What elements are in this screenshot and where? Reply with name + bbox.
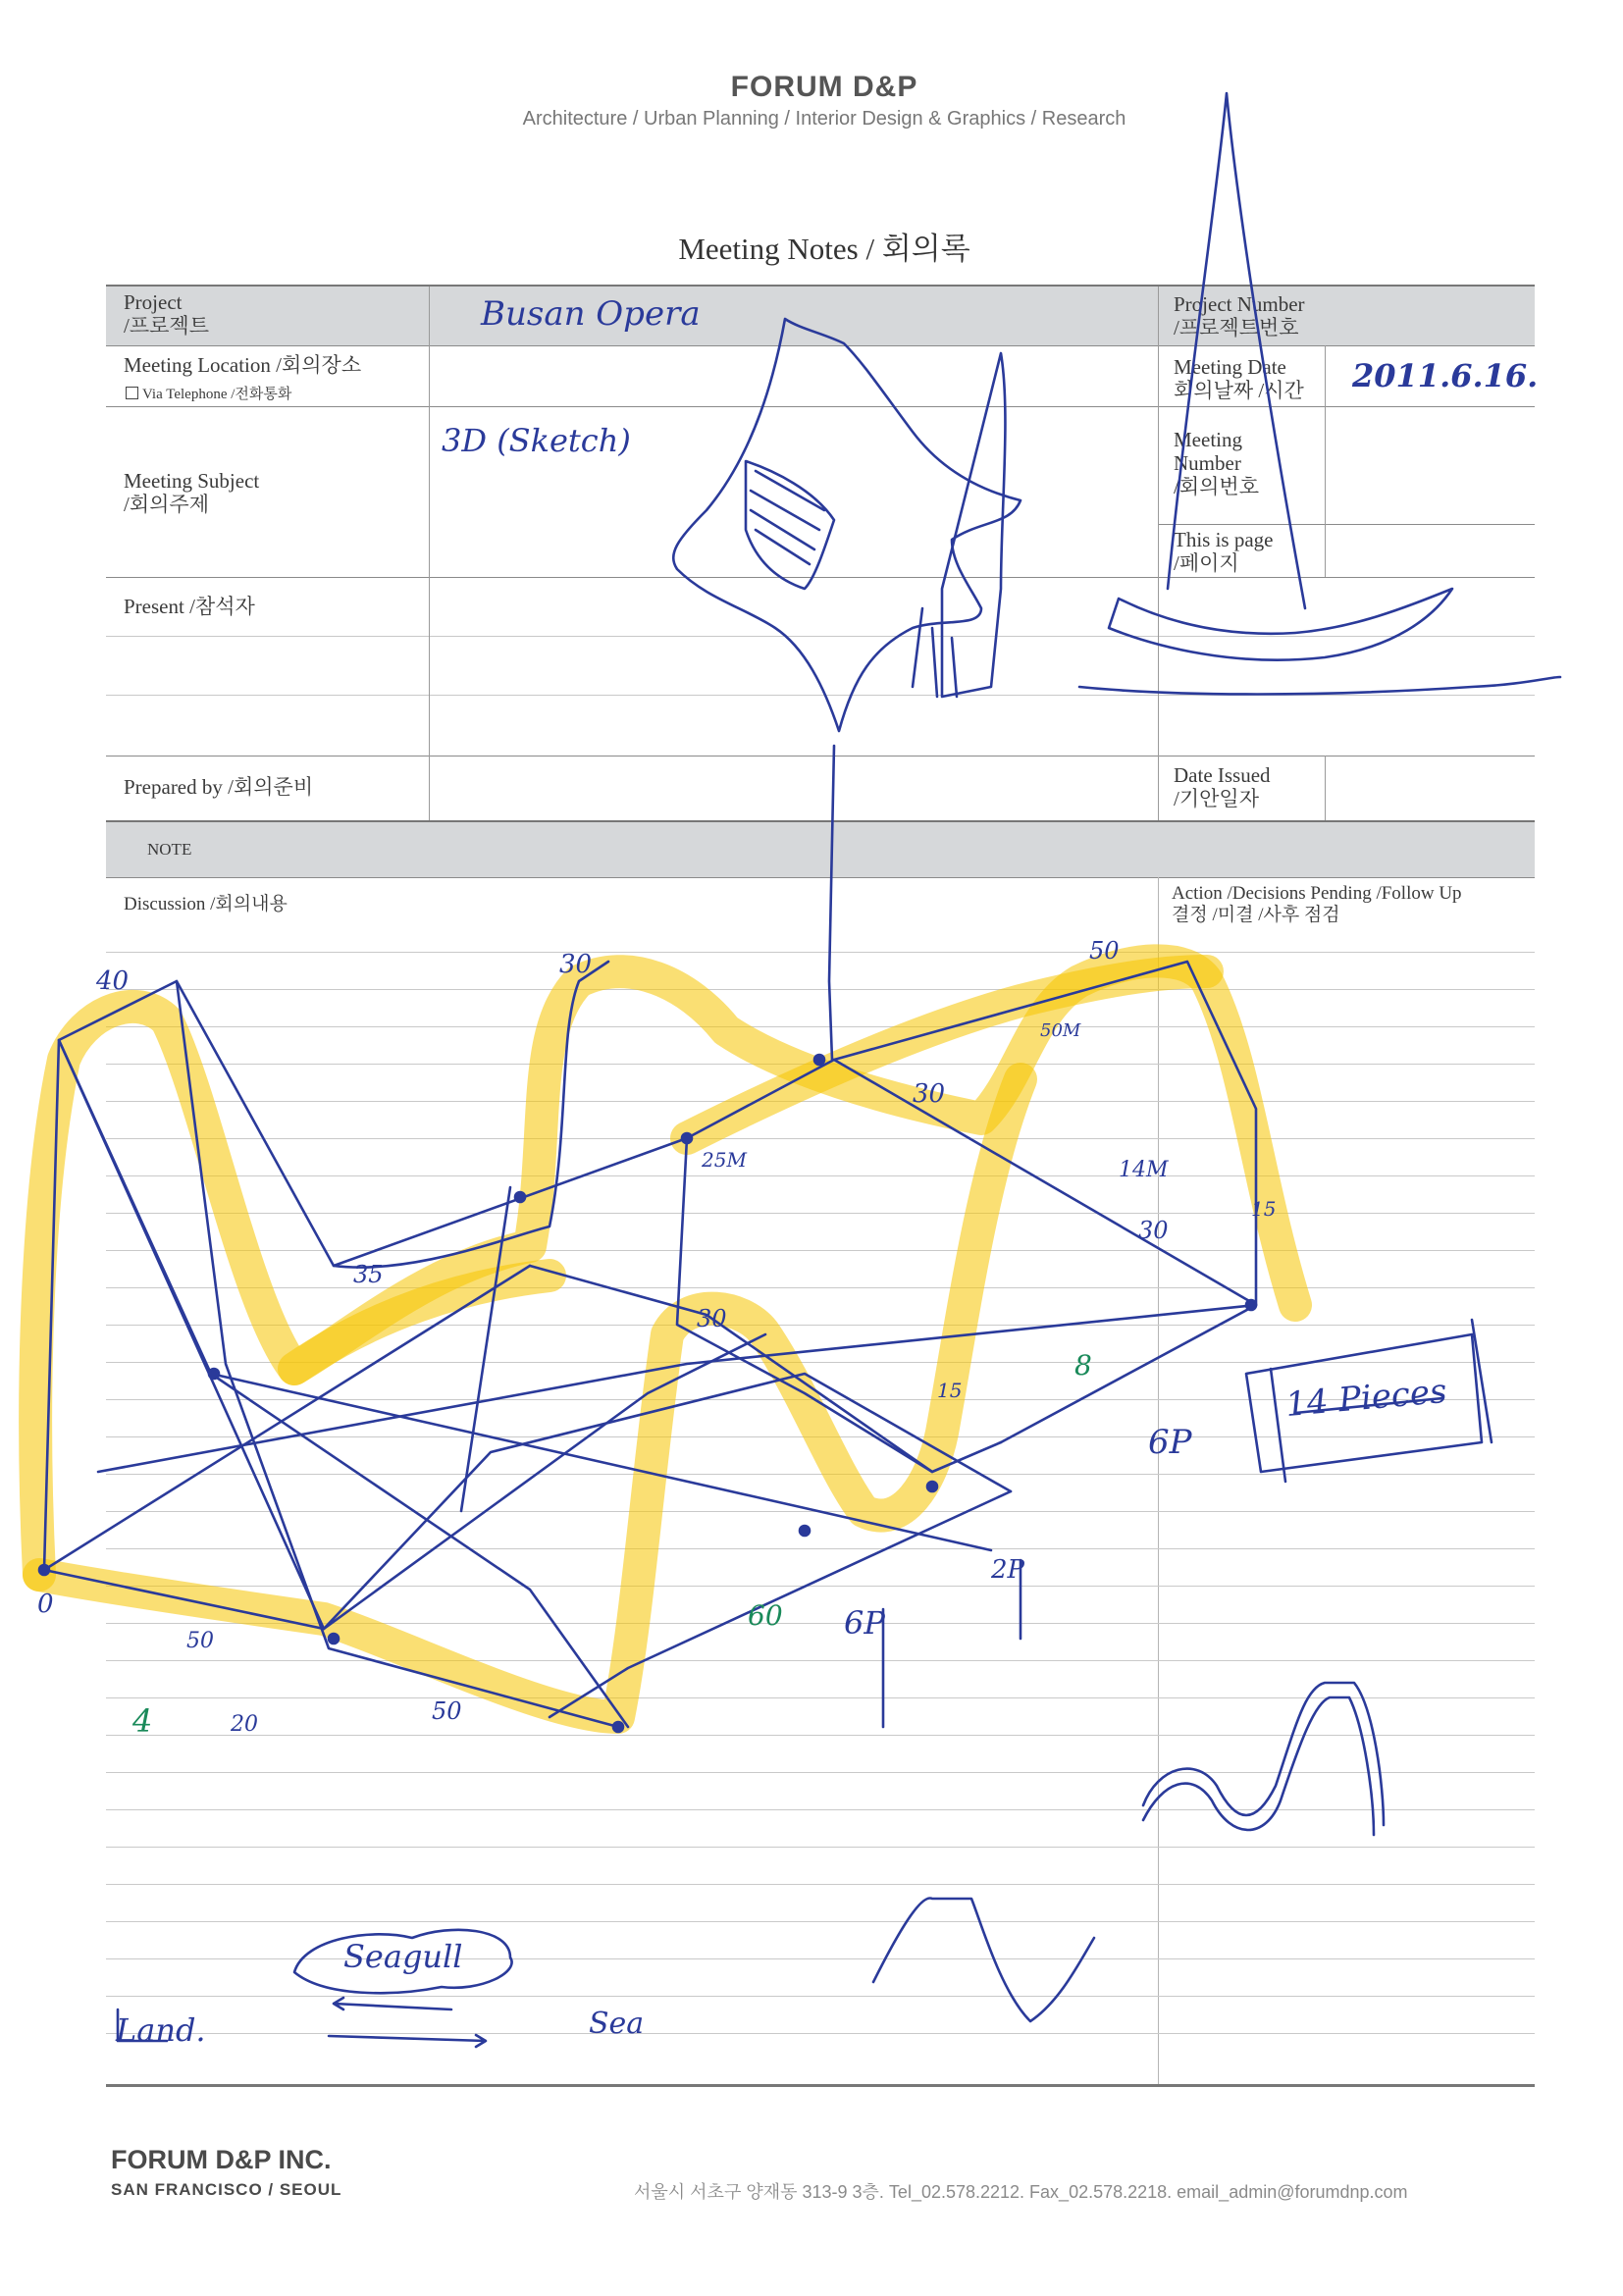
handwritten-four: 4 — [132, 1702, 153, 1740]
handwritten-seagull: Seagull — [343, 1938, 463, 1975]
dimension-label: 35 — [353, 1261, 384, 1288]
handwritten-land: Land. — [116, 2011, 206, 2049]
handwritten-sixty: 60 — [748, 1599, 783, 1632]
project-number-label: Project Number /프로젝트번호 — [1174, 292, 1305, 339]
firm-name: FORUM D&P — [730, 71, 918, 103]
dimension-label: 30 — [559, 950, 593, 979]
handwritten-subject: 3D (Sketch) — [442, 422, 631, 459]
dimension-label: 0 — [37, 1590, 54, 1619]
discussion-label: Discussion /회의내용 — [124, 894, 288, 914]
dimension-label: 50 — [432, 1697, 462, 1725]
page-label: This is page /페이지 — [1174, 528, 1274, 575]
dimension-label: 30 — [697, 1305, 727, 1332]
dimension-label: 50 — [1089, 937, 1120, 965]
dimension-label: 20 — [231, 1712, 258, 1737]
dimension-label: 14M — [1119, 1158, 1169, 1182]
project-label: Project /프로젝트 — [124, 290, 209, 338]
highlighter-strokes — [35, 961, 1295, 1717]
via-telephone-option[interactable]: Via Telephone /전화통화 — [126, 383, 291, 403]
note-label: NOTE — [147, 840, 192, 859]
dimension-label: 15 — [937, 1379, 963, 1402]
prepared-label: Prepared by /회의준비 — [124, 775, 314, 799]
firm-disciplines: Architecture / Urban Planning / Interior Design & Graphics / Research — [522, 108, 1126, 130]
date-issued-label: Date Issued /기안일자 — [1174, 763, 1271, 810]
handwritten-sea: Sea — [589, 2007, 645, 2041]
handwritten-six-p: 6P — [1148, 1423, 1192, 1462]
present-label: Present /참석자 — [124, 595, 255, 618]
dimension-label: 15 — [1251, 1197, 1277, 1221]
dimension-label: 50 — [186, 1629, 214, 1653]
dimension-label: 2P — [991, 1555, 1025, 1585]
dimension-label: 30 — [913, 1079, 946, 1109]
dimension-label: 30 — [1138, 1217, 1169, 1244]
dimension-label: 25M — [702, 1148, 747, 1172]
action-label: Action /Decisions Pending /Follow Up 결정 /미결 /사후 점검 — [1172, 883, 1462, 925]
subject-label: Meeting Subject /회의주제 — [124, 469, 260, 516]
dimension-label: 40 — [96, 966, 130, 996]
meeting-number-label: Meeting Number /회의번호 — [1174, 428, 1259, 498]
handwritten-date: 2011.6.16. — [1352, 357, 1539, 394]
dimension-label: 6P — [844, 1604, 885, 1642]
handwritten-pieces: 14 Pieces — [1283, 1371, 1448, 1426]
footer-cities: SAN FRANCISCO / SEOUL — [111, 2180, 342, 2199]
footer-address: 서울시 서초구 양재동 313-9 3층. Tel_02.578.2212. Fax_02.578.2218. email_admin@forumdnp.com — [634, 2182, 1408, 2202]
handwritten-eight: 8 — [1074, 1349, 1092, 1382]
footer-firm-name: FORUM D&P INC. — [111, 2145, 332, 2174]
handwritten-project: Busan Opera — [481, 294, 701, 334]
dimension-label: 50M — [1040, 1020, 1081, 1041]
meeting-date-label: Meeting Date 회의날짜 /시간 — [1174, 355, 1304, 402]
location-label: Meeting Location /회의장소 — [124, 353, 362, 377]
document-title: Meeting Notes / 회의록 — [678, 232, 970, 266]
